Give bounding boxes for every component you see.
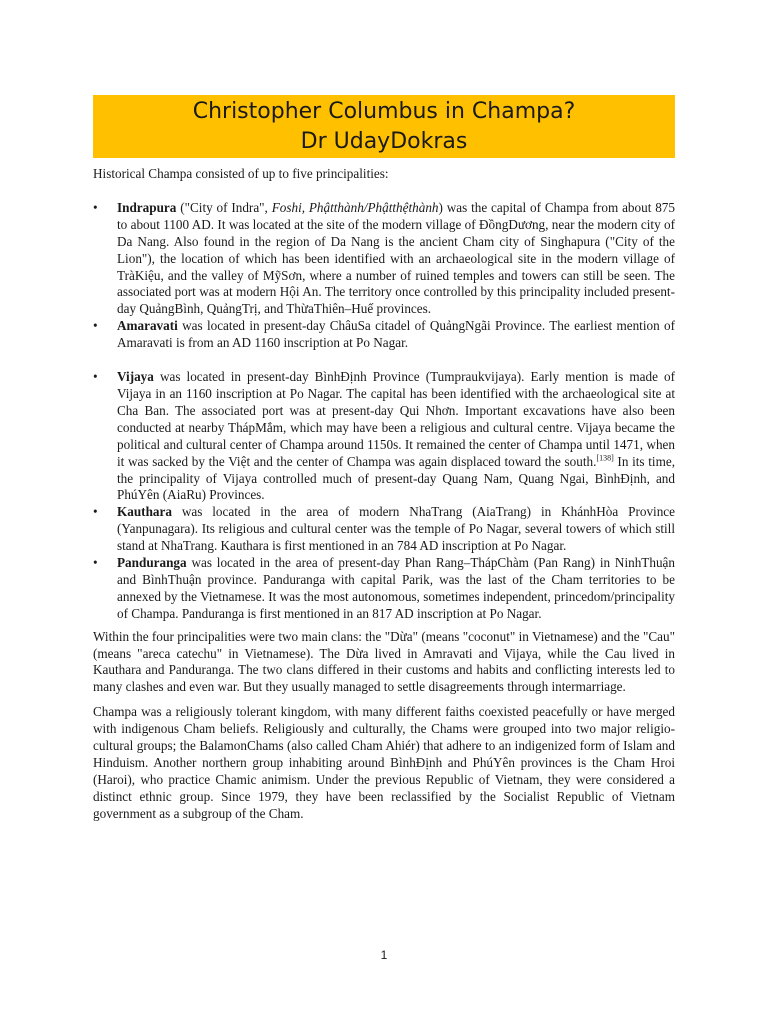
title-banner	[93, 95, 675, 158]
principality-text: was located in the area of present-day Phan Rang–ThápChàm (Pan Rang) in NinhThuận and BìnhThuận province. Panduranga with capital Parik, was the last of the Cham territories to be annexed by the Vietnamese. It was the most autonomous, sometimes independent, princedom/principality of Champa. Panduranga is first mentioned in an 817 AD inscription at Po Nagar.	[117, 555, 675, 621]
principality-text: was located in present-day ChâuSa citadel of QuảngNgãi Province. The earliest mention of Amaravati is from an AD 1160 inscription at Po Nagar.	[117, 318, 675, 351]
principality-name: Vijaya	[117, 369, 154, 385]
principality-text: was located in the area of modern NhaTrang (AiaTrang) in KhánhHòa Province (Yanpunagara). Its religious and cultural center was the temple of Po Nagar, several towers of which still stand at NhaTrang. Kauthara is first mentioned in an 784 AD inscription at Po Nagar.	[117, 504, 675, 554]
bullet-icon: •	[93, 555, 98, 571]
document-title: Christopher Columbus in Champa?	[192, 98, 576, 124]
principality-name: Kauthara	[117, 504, 172, 520]
religion-paragraph: Champa was a religiously tolerant kingdom, with many different faiths coexisted peacefully or have merged with indigenous Cham beliefs. Religiously and culturally, the Chams were grouped into two major religio-cultural groups; the BalamonChams (also called Cham Ahiér) that adhere to an indigenized form of Islam and Hinduism. Another northern group inhabiting around BìnhĐịnh and PhúYên provinces is the Cham Hroi (Haroi), who practice Chamic animism. Under the previous Republic of Vietnam, they were considered a distinct ethnic group. Since 1979, they have been reclassified by the Socialist Republic of Vietnam government as a subgroup of the Cham.	[93, 704, 675, 821]
bullet-icon: •	[93, 199, 98, 215]
citation-link[interactable]: [138]	[596, 453, 614, 463]
document-body	[93, 166, 675, 823]
principality-text: In its time, the principality of Vijaya controlled much of present-day Quang Nam, Quang Ngai, BìnhĐịnh, and PhúYên (AiaRu) Provinces.	[117, 453, 675, 503]
principality-text: ) was the capital of Champa from about 875 to about 1100 AD. It was located at the site of the modern village of ĐồngDương, near the modern city of Da Nang. Also found in the region of Da Nang is the ancient Cham city of Singhapura ("City of the Lion"), the location of which has been identified with an archaeological site in the modern village of TràKiệu, and the valley of MỹSơn, where a number of ruined temples and towers can still be seen. The associated port was at modern Hội An. The territory once controlled by this principality included present-day QuảngBình, QuảngTrị, and ThừaThiên–Huế provinces.	[117, 199, 675, 317]
intro-paragraph: Historical Champa consisted of up to five principalities:	[93, 166, 389, 181]
bullet-icon: •	[93, 504, 98, 520]
list-item-panduranga	[93, 555, 675, 623]
page-number: 1	[380, 948, 388, 962]
list-item-kauthara	[93, 504, 675, 555]
principality-name: Amaravati	[117, 318, 178, 334]
principality-name: Panduranga	[117, 555, 187, 571]
principality-text: was located in present-day BìnhĐịnh Province (Tumpraukvijaya). Early mention is made of Vijaya in an 1160 inscription at Po Nagar. The capital has been identified with the archaeological site at Cha Ban. The associated port was at present-day Qui Nhơn. Important excavations have also been conducted at nearby ThápMắm, which may have been a religious and cultural centre. Vijaya became the political and cultural center of Champa around 1150s. It remained the center of Champa until 1471, when it was sacked by the Việt and the center of Champa was again displaced toward the south.	[117, 369, 675, 469]
list-item-vijaya	[93, 369, 675, 504]
bullet-icon: •	[93, 369, 98, 385]
document-author: Dr UdayDokras	[300, 128, 468, 154]
list-item-indrapura	[93, 200, 675, 318]
bullet-icon: •	[93, 318, 98, 334]
principality-alt-names: Foshi, Phậtthành/Phậtthệthành	[271, 199, 439, 215]
principalities-list	[93, 200, 675, 623]
principality-text: ("City of Indra",	[176, 199, 272, 215]
principality-name: Indrapura	[117, 199, 177, 215]
list-item-amaravati	[93, 318, 675, 352]
clans-paragraph: Within the four principalities were two main clans: the "Dừa" (means "coconut" in Vietnamese) and the "Cau" (means "areca catechu" in Vietnamese). The Dừa lived in Amravati and Vijaya, while the Cau lived in Kauthara and Panduranga. The two clans differed in their customs and habits and conflicting interests led to many clashes and even war. But they usually managed to settle disagreements through intermarriage.	[93, 628, 675, 695]
